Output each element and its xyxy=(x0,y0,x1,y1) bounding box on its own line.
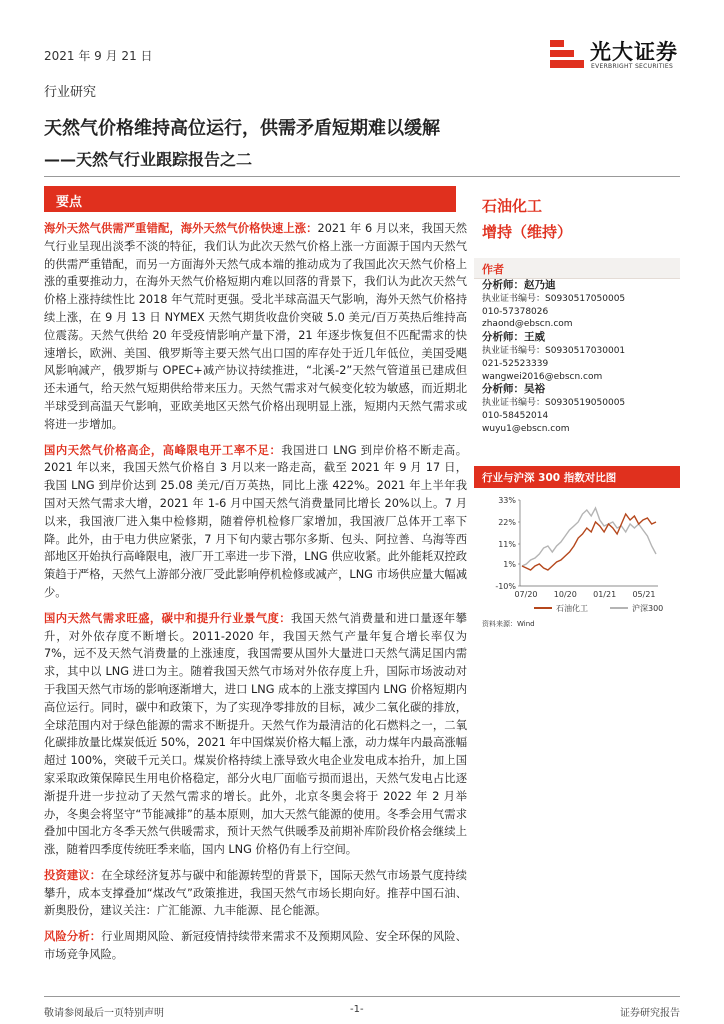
legend-label: 沪深300 xyxy=(632,604,664,613)
analyst-block xyxy=(482,331,625,383)
analyst-phone: 021-52523339 xyxy=(482,358,549,369)
report-category: 行业研究 xyxy=(44,85,97,100)
section-body: 2021 年 6 月以来，我国天然气行业呈现出淡季不淡的特征，我们认为此次天然气价格上涨一方面源于国内天然气的供需严重错配，而另一方面海外天然气成本端的推动成为了我国此次天然气价格上涨的重要推动力，在海外天然气价格短期内难以回落的背景下，我们认为此次天然气价格上涨持续性比 2018 年气荒时更强。受北半球高温天气影响，海外天然气价格持续上涨，在 9 月 13 日 NYMEX 天然气期货收盘价突破 5.0 美元/百万英热后维持高位震荡。天然气供给 20 年受疫情影响产量下滑，21 年逐步恢复但不匹配需求的快速增长，欧洲、美国、俄罗斯等主要天然气出口国的库存处于近几年低位，美国受飓风影响减产，俄罗斯与 OPEC+减产协议持续推进，“北溪-2”天然气管道虽已建成但还未通气，给天然气短期供给带来压力。天然气需求对气候变化较为敏感，而近期北半球受到高温天气影响，亚欧美地区天然气价格出现明显上涨，短期内天然气需求或将进一步增加。 xyxy=(44,222,467,431)
section-body: 行业周期风险、新冠疫情持续带来需求不及预期风险、安全环保的风险、市场竞争风险。 xyxy=(44,930,467,962)
report-title: 天然气价格维持高位运行，供需矛盾短期难以缓解 xyxy=(44,118,440,139)
footer-divider xyxy=(44,996,680,997)
section-body: 在全球经济复苏与碳中和能源转型的背景下，国际天然气市场景气度持续攀升，成本支撑叠加“煤改气”政策推进，我国天然气市场长期向好。推荐中国石油、新奥股份，建议关注：广汇能源、九丰能源、昆仑能源。 xyxy=(44,868,467,918)
authors-header xyxy=(474,258,680,279)
analyst-list xyxy=(482,279,625,436)
analyst-block xyxy=(482,383,625,435)
analyst-phone: 010-57378026 xyxy=(482,306,549,317)
analyst-name: 吴裕 xyxy=(524,383,545,396)
analyst-title: 分析师：吴裕 xyxy=(482,383,545,396)
everbright-logo-icon xyxy=(548,34,586,72)
analyst-name: 赵乃迪 xyxy=(524,279,556,291)
sector-name: 石油化工 xyxy=(482,197,543,215)
y-tick-label: -10% xyxy=(495,582,516,591)
y-tick-label: 22% xyxy=(498,518,516,527)
brand-logo xyxy=(548,34,688,74)
report-subtitle: ——天然气行业跟踪报告之二 xyxy=(44,150,253,169)
analyst-email: wangwei2016@ebscn.com xyxy=(482,371,603,382)
x-tick-label: 07/20 xyxy=(514,590,538,599)
x-tick-label: 05/21 xyxy=(632,590,656,599)
y-tick-label: 11% xyxy=(498,540,516,549)
index-comparison-chart xyxy=(474,490,684,630)
rating: 增持（维持） xyxy=(482,223,573,241)
section-paragraph xyxy=(44,928,467,964)
section-heading: 海外天然气供需严重错配，海外天然气价格快速上涨： xyxy=(44,222,318,235)
analyst-title: 分析师：王威 xyxy=(482,331,545,344)
analyst-title: 分析师：赵乃迪 xyxy=(482,279,556,291)
x-tick-label: 10/20 xyxy=(553,590,577,599)
report-date: 2021 年 9 月 21 日 xyxy=(44,49,153,63)
analyst-email: zhaond@ebscn.com xyxy=(482,319,573,330)
page-number: -1- xyxy=(350,1004,364,1015)
series-line xyxy=(522,514,656,570)
section-heading: 国内天然气价格高企，高峰限电开工率不足： xyxy=(44,443,282,457)
section-paragraph xyxy=(44,442,467,602)
section-paragraph xyxy=(44,867,467,920)
section-heading: 投资建议： xyxy=(44,868,102,882)
section-paragraph xyxy=(44,610,467,859)
section-heading: 风险分析： xyxy=(44,930,102,944)
authors-label: 作者 xyxy=(482,263,504,276)
analyst-block xyxy=(482,279,625,331)
analyst-email: wuyu1@ebscn.com xyxy=(482,423,570,434)
analyst-name: 王威 xyxy=(524,331,545,344)
logo-text-en: EVERBRIGHT SECURITIES xyxy=(591,63,674,70)
footer-report-type: 证券研究报告 xyxy=(620,1008,680,1019)
chart-source: 资料来源：Wind xyxy=(482,620,535,628)
main-text xyxy=(44,220,467,972)
chart-header xyxy=(474,466,680,488)
analyst-cert: 执业证书编号：S0930517030001 xyxy=(482,345,626,356)
footer-disclaimer: 敬请参阅最后一页特别声明 xyxy=(44,1008,164,1019)
analyst-cert: 执业证书编号：S0930517050005 xyxy=(482,293,626,304)
chart-canvas xyxy=(474,490,684,630)
analyst-phone: 010-58452014 xyxy=(482,410,549,421)
section-paragraph xyxy=(44,220,467,434)
section-body: 我国进口 LNG 到岸价格不断走高。2021 年以来，我国天然气价格自 3 月以来一路走高，截至 2021 年 9 月 17 日，我国 LNG 到岸价达到 25.08 美元/百万英热，同比上涨 422%。2021 年上半年我国对天然气需求大增，2021 年 1-6 月中国天然气消费量同比增长 20%以上。7 月以来，我国液厂进入集中检修期，随着停机检修厂家增加，我国液厂总体开工率下降。此外，由于电力供应紧张，7 月下旬内蒙古鄂尔多斯、包头、阿拉善、乌海等西部地区开始执行高峰限电，液厂开工率进一步下滑，LNG 供应收紧。此外能耗双控政策趋于严格，天然气上游部分液厂受此影响停机检修或减产，LNG 市场供应量大幅减少。 xyxy=(44,443,467,599)
analyst-cert: 执业证书编号：S0930519050005 xyxy=(482,398,626,409)
y-tick-label: 33% xyxy=(498,496,516,505)
chart-title: 行业与沪深 300 指数对比图 xyxy=(482,472,617,484)
header-divider xyxy=(44,176,680,177)
legend-label: 石油化工 xyxy=(556,604,588,613)
key-points-header xyxy=(44,186,456,212)
x-tick-label: 01/21 xyxy=(593,590,617,599)
section-heading: 国内天然气需求旺盛，碳中和提升行业景气度： xyxy=(44,611,292,625)
key-points-label: 要点 xyxy=(56,195,83,210)
section-body: 我国天然气消费量和进口量逐年攀升，对外依存度不断增长。2011-2020 年，我国天然气产量年复合增长率仅为 7%，远不及天然气消费量的上涨速度，我国需要从国外大量进口天然气满足国内需求，其中以 LNG 进口为主。随着我国天然气市场对外依存度上升，国际市场波动对于我国天然气市场的影响逐渐增大，进口 LNG 成本的上涨支撑国内 LNG 价格短期内高位运行。同时，碳中和政策下，为了实现净零排放的目标，减少二氧化碳的排放，全球范围内对于绿色能源的需求不断提升。天然气作为最清洁的化石燃料之一，二氧化碳排放量比煤炭低近 50%，2021 年中国煤炭价格大幅上涨，动力煤年内最高涨幅超过 100%，突破千元关口。煤炭价格持续上涨导致火电企业发电成本抬升，加上国家采取政策保障民生用电价格稳定，部分火电厂面临亏损而退出，天然气发电占比逐渐提升进一步拉动了天然气需求的增长。此外，北京冬奥会将于 2022 年 2 月举办，冬奥会将坚守“节能减排”的基本原则，加大天然气能源的使用。冬季会用气需求叠加中国北方冬季天然气供暖需求，预计天然气供暖季及前期补库阶段价格会继续上涨，随着四季度传统旺季来临，国内 LNG 价格仍有上行空间。 xyxy=(44,611,467,857)
series-line xyxy=(522,508,656,566)
y-tick-label: 1% xyxy=(503,560,516,569)
logo-text-cn: 光大证券 xyxy=(590,40,678,64)
